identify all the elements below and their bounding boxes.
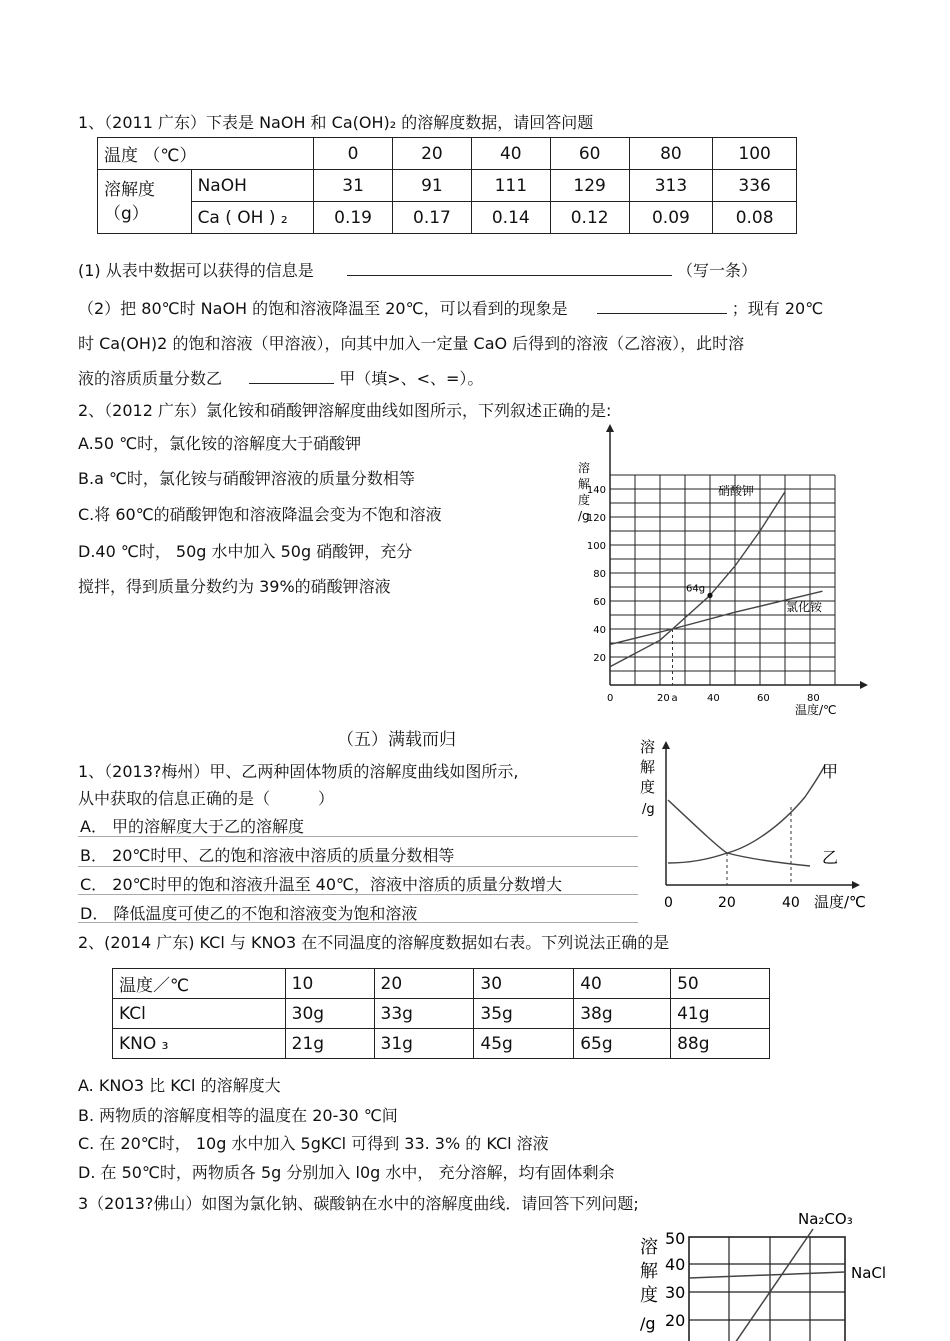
temp-cell: 0 xyxy=(314,138,393,170)
temp-header: 温度 （℃） xyxy=(98,138,314,170)
q1-part1-text: (1) 从表中数据可以获得的信息是 xyxy=(78,261,314,280)
y-label-char: 溶 xyxy=(578,461,591,475)
y-label-char: 溶 xyxy=(640,1237,658,1258)
row-name: KNO ₃ xyxy=(113,1029,286,1059)
value-cell: 0.17 xyxy=(393,202,472,234)
q4-option-d: D. 在 50℃时，两物质各 5g 分别加入 l0g 水中， 充分溶解，均有固体剩余 xyxy=(78,1163,615,1182)
q1-part2-line2: 时 Ca(OH)2 的饱和溶液（甲溶液），向其中加入一定量 CaO 后得到的溶液（乙溶液），此时溶 xyxy=(78,334,745,353)
header-cell: 温度／℃ xyxy=(113,969,286,999)
series-jia-line xyxy=(668,765,825,853)
value-cell: 65g xyxy=(574,1029,671,1059)
value-cell: 0.12 xyxy=(550,202,629,234)
value-cell: 313 xyxy=(629,170,713,202)
series-yi-line xyxy=(668,853,810,866)
q3-option-a: A． 甲的溶解度大于乙的溶解度 xyxy=(80,817,305,836)
y-label-char: /g xyxy=(640,1314,656,1333)
q4-title: 2、(2014 广东) KCl 与 KNO3 在不同温度的溶解度数据如右表。下列说法正确的是 xyxy=(78,933,670,952)
solubility-unit: （g） xyxy=(104,203,149,224)
value-cell: 129 xyxy=(550,170,629,202)
x-axis-label: 温度/℃ xyxy=(814,893,866,911)
x-tick-label: 0 xyxy=(607,693,614,704)
x-axis-label: 温度/℃ xyxy=(795,703,837,717)
answer-blank[interactable] xyxy=(347,261,672,276)
value-cell: 33g xyxy=(374,999,474,1029)
answer-blank[interactable] xyxy=(249,369,334,384)
x-tick-labels xyxy=(607,693,820,704)
chart-nh4cl-kno3 xyxy=(560,420,880,725)
q2-option-d: D.40 ℃时， 50g 水中加入 50g 硝酸钾，充分 xyxy=(78,542,413,561)
chart-nacl-na2co3 xyxy=(635,1205,910,1341)
q1-part2-line1 xyxy=(78,296,823,319)
solubility-header xyxy=(98,170,192,234)
value-cell: 31 xyxy=(314,170,393,202)
point-64g xyxy=(707,593,712,598)
value-cell: 0.08 xyxy=(713,202,797,234)
x-axis-arrow xyxy=(852,881,860,889)
y-tick-label: 100 xyxy=(586,541,606,552)
series-na2co3-line xyxy=(735,1229,813,1341)
value-cell: 31g xyxy=(374,1029,474,1059)
y-label-char: 解 xyxy=(640,758,656,776)
q1-part2-line3-head: 液的溶质质量分数乙 xyxy=(78,369,223,388)
q3-title: 1、（2013?梅州）甲、乙两种固体物质的溶解度曲线如图所示, xyxy=(78,762,519,781)
value-cell: 91 xyxy=(393,170,472,202)
temp-cell: 40 xyxy=(471,138,550,170)
table-row xyxy=(98,138,797,170)
y-tick: 20 xyxy=(665,1311,686,1330)
a-tick-label: a xyxy=(671,693,678,704)
legend-yi: 乙 xyxy=(822,848,839,867)
header-cell: 10 xyxy=(285,969,374,999)
kcl-kno3-table xyxy=(112,968,770,1059)
header-cell: 50 xyxy=(671,969,770,999)
y-label-char: 溶 xyxy=(640,738,656,756)
value-cell: 336 xyxy=(713,170,797,202)
y-label-char: 度 xyxy=(640,778,656,796)
q2-option-d-cont: 搅拌，得到质量分数约为 39%的硝酸钾溶液 xyxy=(78,577,391,596)
answer-blank[interactable] xyxy=(597,299,727,314)
y-label-char: 度 xyxy=(578,493,591,507)
series-nacl-line xyxy=(689,1272,845,1278)
value-cell: 30g xyxy=(285,999,374,1029)
legend-kno3: 硝酸钾 xyxy=(718,484,755,498)
temp-cell: 60 xyxy=(550,138,629,170)
x-tick: 0 xyxy=(664,895,673,911)
value-cell: 111 xyxy=(471,170,550,202)
value-cell: 0.14 xyxy=(471,202,550,234)
table-row xyxy=(113,999,770,1029)
annotation-64g: 64g xyxy=(686,583,706,595)
temp-cell: 20 xyxy=(393,138,472,170)
q2-option-b: B.a ℃时，氯化铵与硝酸钾溶液的质量分数相等 xyxy=(78,469,415,488)
q4-option-a: A. KNO3 比 KCl 的溶解度大 xyxy=(78,1076,281,1095)
value-cell: 45g xyxy=(474,1029,574,1059)
section-title: （五）满载而归 xyxy=(337,730,456,750)
q2-option-c: C.将 60℃的硝酸钾饱和溶液降温会变为不饱和溶液 xyxy=(78,505,442,524)
table-row xyxy=(113,969,770,999)
value-cell: 0.09 xyxy=(629,202,713,234)
q1-part1 xyxy=(78,258,757,281)
q3-option-c: C． 20℃时甲的饱和溶液升温至 40℃，溶液中溶质的质量分数增大 xyxy=(80,875,563,894)
q1-part2-tail: ；现有 20℃ xyxy=(731,299,824,318)
q1-part2-line3-tail: 甲（填>、<、=）。 xyxy=(339,369,484,388)
q3-title-2: 从中获取的信息正确的是（ ） xyxy=(78,789,335,808)
y-axis-arrow xyxy=(662,741,670,749)
header-cell: 30 xyxy=(474,969,574,999)
q4-option-c: C. 在 20℃时， 10g 水中加入 5gKCl 可得到 33. 3% 的 KCl 溶液 xyxy=(78,1134,549,1153)
value-cell: 88g xyxy=(671,1029,770,1059)
value-cell: 35g xyxy=(474,999,574,1029)
y-tick-label: 20 xyxy=(593,653,606,664)
x-tick: 40 xyxy=(782,895,800,911)
value-cell: 38g xyxy=(574,999,671,1029)
q5-title: 3（2013?佛山）如图为氯化钠、碳酸钠在水中的溶解度曲线．请回答下列问题; xyxy=(78,1194,639,1213)
y-tick: 30 xyxy=(665,1283,686,1302)
q3-option-d: D． 降低温度可使乙的不饱和溶液变为饱和溶液 xyxy=(80,904,418,923)
header-cell: 40 xyxy=(574,969,671,999)
y-tick-label: 120 xyxy=(586,513,606,524)
value-cell: 21g xyxy=(285,1029,374,1059)
chart-frame xyxy=(689,1237,845,1341)
row-name-caoh2: Ca ( OH ) ₂ xyxy=(191,202,314,234)
value-cell: 41g xyxy=(671,999,770,1029)
row-name: KCl xyxy=(113,999,286,1029)
y-label-char: /g xyxy=(642,802,655,817)
y-tick-label: 80 xyxy=(593,569,606,580)
q1-title: 1、（2011 广东）下表是 NaOH 和 Ca(OH)₂ 的溶解度数据，请回答问题 xyxy=(78,113,594,132)
option-divider xyxy=(78,866,638,867)
y-tick-labels xyxy=(587,485,606,664)
solubility-label: 溶解度 xyxy=(104,179,155,200)
q1-part2-text: （2）把 80℃时 NaOH 的饱和溶液降温至 20℃，可以看到的现象是 xyxy=(78,299,568,318)
table-row xyxy=(98,202,797,234)
x-tick-label: 80 xyxy=(807,693,820,704)
x-tick: 20 xyxy=(718,895,736,911)
x-tick-label: 40 xyxy=(707,693,720,704)
chart-jia-yi xyxy=(630,735,880,920)
y-tick-label: 140 xyxy=(586,485,606,496)
y-tick-label: 60 xyxy=(593,597,606,608)
q4-option-b: B. 两物质的溶解度相等的温度在 20-30 ℃间 xyxy=(78,1106,398,1125)
q2-option-a: A.50 ℃时，氯化铵的溶解度大于硝酸钾 xyxy=(78,434,362,453)
q3-option-b: B． 20℃时甲、乙的饱和溶液中溶质的质量分数相等 xyxy=(80,846,455,865)
y-tick-label: 40 xyxy=(593,625,606,636)
series-kno3-line xyxy=(610,492,785,667)
naoh-caoh2-table xyxy=(97,137,797,234)
y-tick: 40 xyxy=(665,1255,686,1274)
temp-cell: 100 xyxy=(713,138,797,170)
x-tick-label: 20 xyxy=(657,693,670,704)
y-label-char: 解 xyxy=(578,477,591,491)
y-label-char: 度 xyxy=(640,1285,658,1306)
temp-cell: 80 xyxy=(629,138,713,170)
q1-part1-tail: （写一条） xyxy=(676,261,757,280)
legend-na2co3: Na₂CO₃ xyxy=(798,1210,853,1228)
value-cell: 0.19 xyxy=(314,202,393,234)
q1-part2-line3 xyxy=(78,366,483,389)
row-name-naoh: NaOH xyxy=(191,170,314,202)
legend-nacl: NaCl xyxy=(851,1264,887,1282)
x-tick-label: 60 xyxy=(757,693,770,704)
q2-title: 2、（2012 广东）氯化铵和硝酸钾溶解度曲线如图所示，下列叙述正确的是: xyxy=(78,401,612,420)
y-axis-arrow xyxy=(606,424,614,432)
y-tick: 50 xyxy=(665,1229,686,1248)
y-label-char: 解 xyxy=(640,1261,658,1282)
header-cell: 20 xyxy=(374,969,474,999)
table-row xyxy=(113,1029,770,1059)
y-label-char: /g xyxy=(578,509,590,523)
x-axis-arrow xyxy=(860,681,868,689)
legend-nh4cl: 氯化铵 xyxy=(786,600,823,614)
legend-jia: 甲 xyxy=(822,762,839,781)
table-row xyxy=(98,170,797,202)
